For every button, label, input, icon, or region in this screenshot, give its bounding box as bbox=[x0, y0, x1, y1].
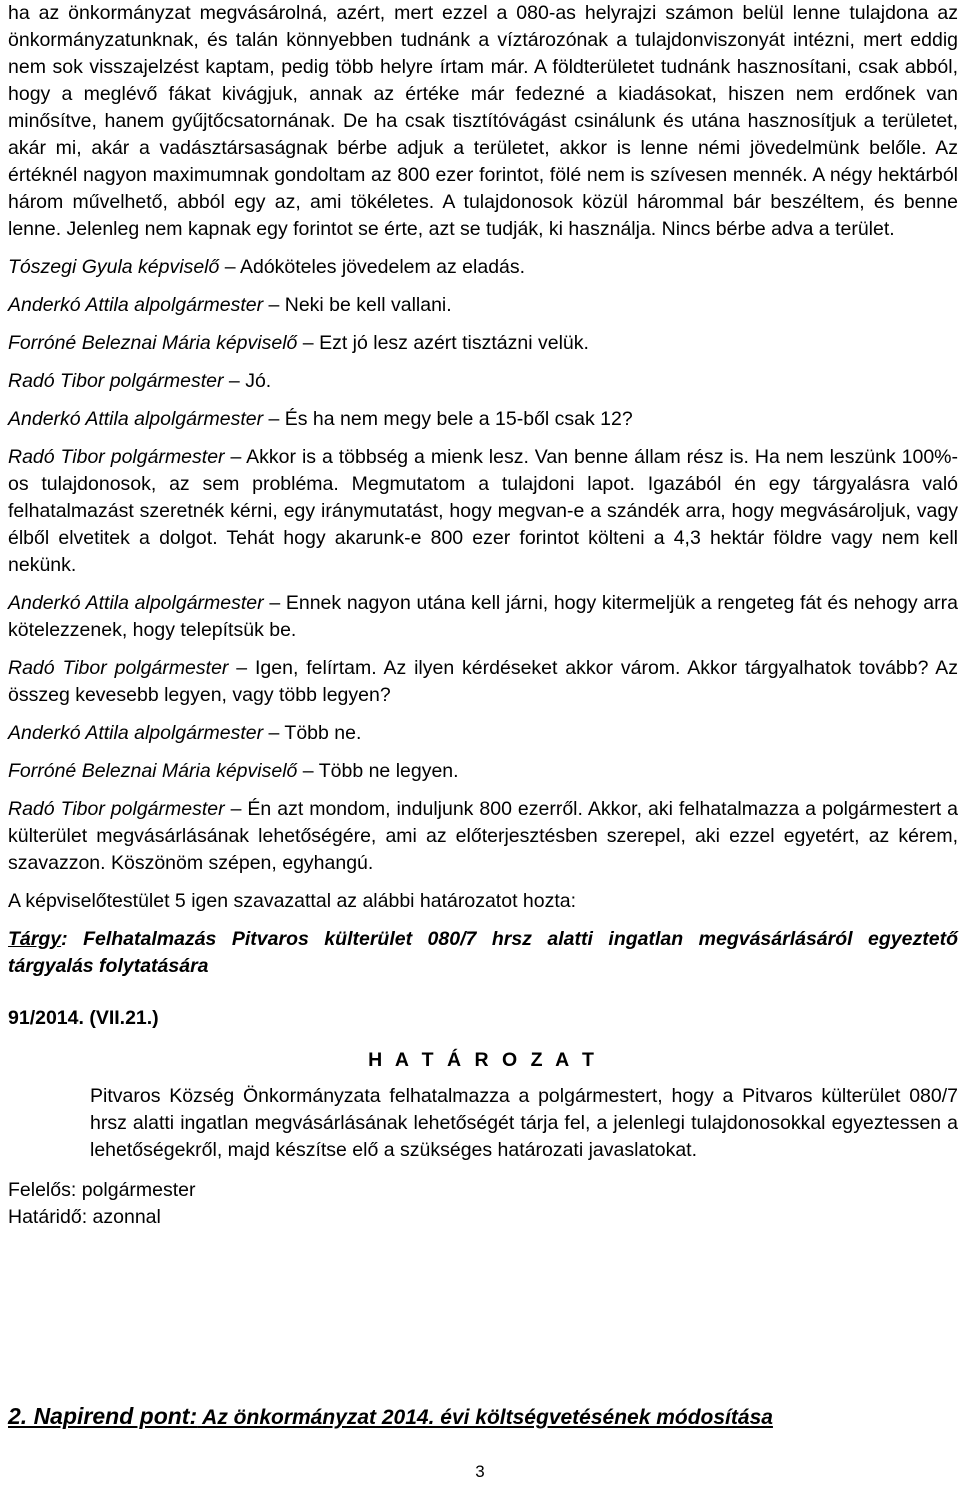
resolution-body: Pitvaros Község Önkormányzata felhatalmazza a polgármestert, hogy a Pitvaros külterület 080/7 hrsz alatti ingatlan megvásárlásának lehetőségét tárja fel, a jelenlegi tulajdonosokkal egyeztessen a lehetőségekről, majd készítse elő a szükséges határozati javaslatokat. bbox=[90, 1085, 958, 1161]
speaker-name: Forróné Beleznai Mária képviselő bbox=[8, 760, 298, 782]
resolution-number: 91/2014. (VII.21.) bbox=[8, 1007, 159, 1029]
page-number: 3 bbox=[475, 1462, 485, 1481]
minutes-paragraph bbox=[8, 758, 958, 785]
speaker-name: Anderkó Attila alpolgármester bbox=[8, 294, 264, 316]
document-page bbox=[8, 0, 958, 1231]
speaker-name: Radó Tibor polgármester bbox=[8, 446, 225, 468]
minutes-paragraph bbox=[8, 444, 958, 579]
speech-text: – És ha nem megy bele a 15-ből csak 12? bbox=[263, 408, 633, 430]
minutes-paragraph bbox=[8, 590, 958, 644]
speech-text: – Jó. bbox=[223, 370, 272, 392]
speech-text: – Adóköteles jövedelem az eladás. bbox=[219, 256, 526, 278]
speaker-name: Forróné Beleznai Mária képviselő bbox=[8, 332, 298, 354]
speech-text: – Neki be kell vallani. bbox=[263, 294, 452, 316]
responsible-line: Felelős: polgármester bbox=[8, 1179, 196, 1201]
speaker-name: Anderkó Attila alpolgármester bbox=[8, 408, 264, 430]
minutes-paragraph bbox=[8, 0, 958, 243]
speaker-name: Radó Tibor polgármester bbox=[8, 370, 224, 392]
minutes-paragraph bbox=[8, 655, 958, 709]
minutes-paragraph bbox=[8, 254, 958, 281]
minutes-paragraphs bbox=[8, 0, 958, 915]
minutes-paragraph bbox=[8, 330, 958, 357]
minutes-paragraph bbox=[8, 292, 958, 319]
speech-text: – Akkor is a többség a mienk lesz. Van benne állam rész is. Ha nem leszünk 100%-os tulajdonosok, az sem probléma. Megmutatom a tulajdoni lapot. Igazából én egy tárgyalásra való felhatalmazást szeretnék kérni, egy iránymutatást, hogy megvan-e a szándék arra, hogy megvásároljuk, vagy élből elvetitek a dolgot. Tehát hogy akarunk-e 800 ezer forintot költeni a 4,3 hektár földre vagy nem kell nekünk. bbox=[8, 446, 959, 576]
speech-text: – Több ne legyen. bbox=[297, 760, 459, 782]
speech-text: – Több ne. bbox=[263, 722, 362, 744]
speech-text: A képviselőtestület 5 igen szavazattal az alábbi határozatot hozta: bbox=[8, 890, 577, 912]
speech-text: ha az önkormányzat megvásárolná, azért, mert ezzel a 080-as helyrajzi számon belül lenne tulajdona az önkormányzatunknak, és talán könnyebben tudnánk a víztározónak a tulajdonviszonyát intézni, mert eddig nem sok visszajelzést kaptam, pedig több helyre írtam már. A földterületet tudnánk hasznosítani, csak abból, hogy a meglévő fákat kivágjuk, annak az értéke már fedezné a kiadásokat, hiszen nem erdőnek van minősítve, hanem gyűjtőcsatornának. De ha csak tisztítóvágást csinálunk és utána hasznosítjuk a területet, akár mi, akár a vadásztársaságnak bérbe adjuk a területet, akkor is lenne némi jövedelmünk belőle. Az értéknél nagyon maximumnak gondoltam az 800 ezer forintot, fölé nem is szívesen mennék. A négy hektárból három művelhető, abból egy az, ami tökéletes. A tulajdonosok közül hárommal bár beszéltem, és benne lenne. Jelenleg nem kapnak egy forintot se érte, azt se tudják, ki használja. Nincs bérbe adva a terület. bbox=[8, 2, 958, 240]
minutes-paragraph bbox=[8, 796, 958, 877]
minutes-paragraph bbox=[8, 368, 958, 395]
speech-text: – Igen, felírtam. Az ilyen kérdéseket akkor várom. Akkor tárgyalhatok tovább? Az összeg kevesebb legyen, vagy több legyen? bbox=[8, 657, 959, 706]
agenda-heading bbox=[8, 1402, 773, 1432]
deadline-line: Határidő: azonnal bbox=[8, 1206, 161, 1228]
speaker-name: Radó Tibor polgármester bbox=[8, 798, 225, 820]
agenda-label: 2. Napirend pont: bbox=[8, 1403, 198, 1429]
resolution-title: H A T Á R O Z A T bbox=[368, 1049, 598, 1071]
minutes-paragraph bbox=[8, 406, 958, 433]
speech-text: – Én azt mondom, induljunk 800 ezerről. Akkor, aki felhatalmazza a polgármestert a külterület megvásárlásának lehetőségére, ami az előterjesztésben szerepel, aki ezzel egyetért, az kérem, szavazzon. Köszönöm szépen, egyhangú. bbox=[8, 798, 959, 874]
speaker-name: Tószegi Gyula képviselő bbox=[8, 256, 220, 278]
speech-text: – Ezt jó lesz azért tisztázni velük. bbox=[297, 332, 589, 354]
minutes-paragraph bbox=[8, 720, 958, 747]
subject-text: : Felhatalmazás Pitvaros külterület 080/7 hrsz alatti ingatlan megvásárlásáról egyeztető tárgyalás folytatására bbox=[8, 928, 958, 977]
minutes-paragraph bbox=[8, 888, 958, 915]
agenda-text: Az önkormányzat 2014. évi költségvetésének módosítása bbox=[197, 1406, 773, 1429]
subject-label: Tárgy bbox=[8, 928, 62, 950]
speech-text: – Ennek nagyon utána kell járni, hogy kitermeljük a rengeteg fát és nehogy arra kötelezzenek, hogy telepítsük be. bbox=[8, 592, 958, 641]
resolution-subject bbox=[8, 926, 958, 980]
speaker-name: Anderkó Attila alpolgármester bbox=[8, 722, 264, 744]
speaker-name: Anderkó Attila alpolgármester bbox=[8, 592, 264, 614]
speaker-name: Radó Tibor polgármester bbox=[8, 657, 229, 679]
